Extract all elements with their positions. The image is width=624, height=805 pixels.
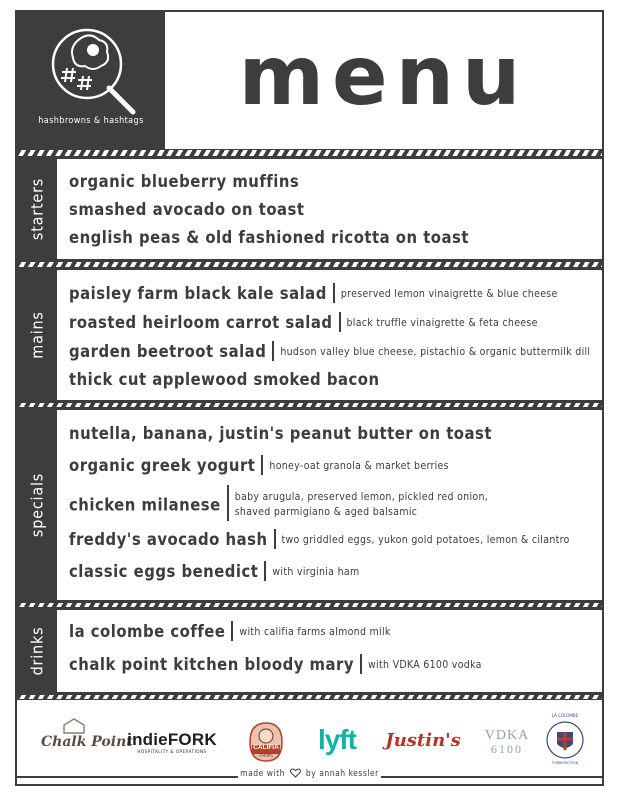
section-label: starters [17,159,57,259]
sponsor-strip [17,698,602,776]
footer-text-after: by annah kessler [305,768,379,779]
menu-item: chalk point kitchen bloody mary with VDKA 6100 vodka [69,655,482,674]
la-colombe-seal-icon [545,714,585,766]
section-label: mains [17,270,57,400]
skillet-egg-icon [43,26,141,116]
menu-item: freddy's avocado hash two griddled eggs, yukon gold potatoes, lemon & cilantro [69,530,570,549]
divider-hatch [17,261,602,268]
item-separator [360,654,362,674]
menu-item: garden beetroot salad hudson valley blue cheese, pistachio & organic buttermilk dill [69,342,591,361]
item-separator [333,283,335,303]
menu-item: paisley farm black kale salad preserved lemon vinaigrette & blue cheese [69,284,558,303]
menu-item: english peas & old fashioned ricotta on toast [69,228,469,247]
house-icon [62,718,86,734]
brand-logo [17,12,165,149]
item-separator [227,485,229,521]
sponsor-logo-indiefork: indieFORK HOSPITALITY & OPERATIONS [127,730,217,755]
item-separator [272,341,274,361]
heart-icon [290,768,301,778]
section-drinks [17,608,602,694]
item-separator [261,455,263,475]
section-specials [17,408,602,602]
menu-item: chicken milanese baby arugula, preserved lemon, pickled red onion, shaved parmigiano & aged balsamic [69,487,488,523]
footer-text-before: made with [240,768,286,779]
menu-item: classic eggs benedict with virginia ham [69,562,360,581]
page-title: menu [238,29,529,124]
item-separator [231,621,233,641]
menu-item: nutella, banana, justin's peanut butter on toast [69,424,492,443]
item-separator [339,312,341,332]
sponsor-logo-justins: Justin's [385,730,461,751]
section-starters [17,157,602,261]
sponsor-logo-la-colombe: LA COLOMBE TORREFACTION [545,714,585,766]
section-label: specials [17,410,57,600]
menu-item: organic blueberry muffins [69,172,300,191]
menu-item: roasted heirloom carrot salad black truffle vinaigrette & feta cheese [69,313,538,332]
item-separator [264,561,266,581]
footer [17,768,602,788]
menu-item: thick cut applewood smoked bacon [69,370,380,389]
sponsor-logo-lyft: lyft [318,724,356,755]
sponsor-logo-vdka: VDKA 6100 [484,728,530,756]
sponsor-logo-chalk-point: Chalk Point [41,718,107,750]
section-mains [17,268,602,402]
sponsor-logo-califia: CALIFIA FARMS [243,720,289,768]
section-label: drinks [17,610,57,692]
menu-item: organic greek yogurt honey-oat granola & market berries [69,456,449,475]
item-separator [274,529,276,549]
brand-name: hashbrowns & hashtags [38,116,144,126]
menu-frame [15,10,604,786]
header [17,12,602,149]
divider-hatch [17,149,602,157]
menu-item: smashed avocado on toast [69,200,305,219]
menu-item: la colombe coffee with califia farms almond milk [69,622,391,641]
